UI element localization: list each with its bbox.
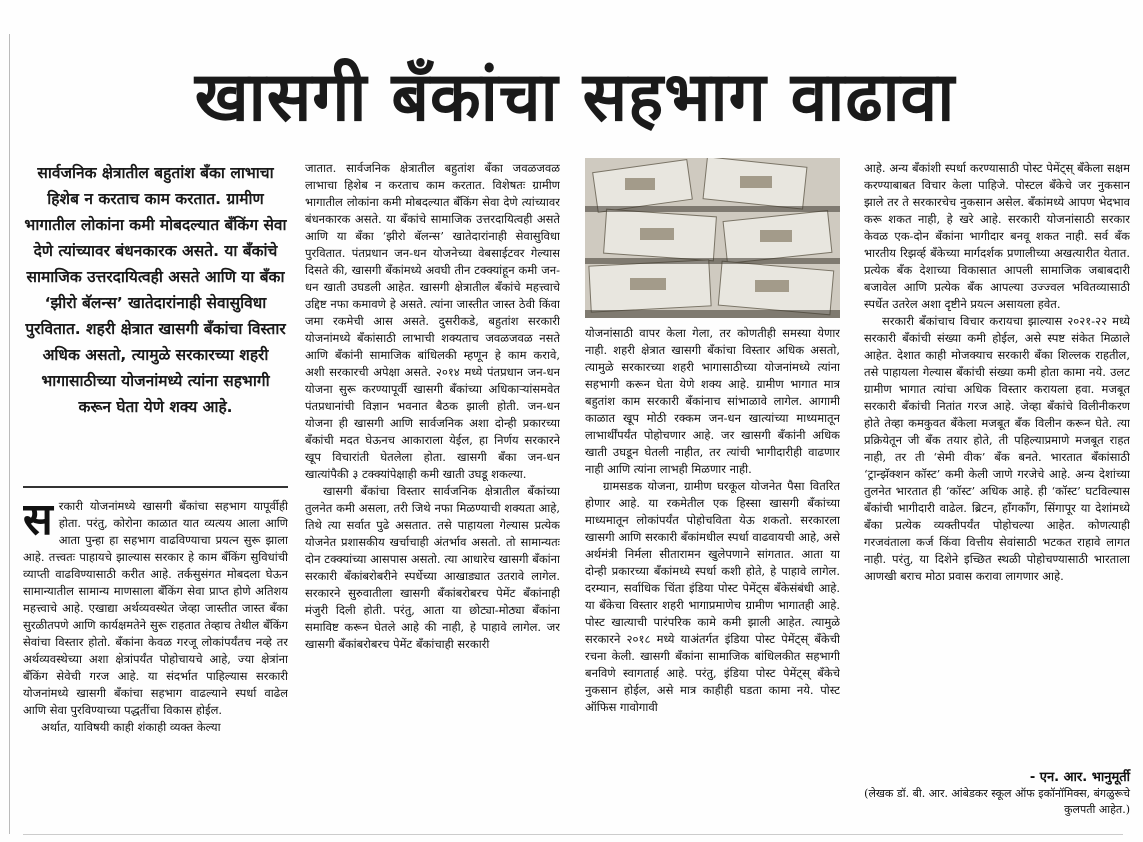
- article-paragraph: [23, 498, 288, 719]
- article-text: रकारी योजनांमध्ये खासगी बँकांचा सहभाग यापूर्वीही होता. परंतु, कोरोना काळात यात व्यत्यय आला आणि आता पुन्हा हा सहभाग वाढविण्याचा प्रयत्न सुरू झाला आहे. तत्त्वतः पाहायचे झाल्यास सरकार हे काम बँकिंग सुविधांची व्याप्ती वाढविण्यासाठी करीत आहे. तर्कसुसंगत मोबदला घेऊन सामान्यातील सामान्य माणसाला बँकिंग सेवा प्राप्त होणे अतिशय महत्त्वाचे आहे. एखाद्या अर्थव्यवस्थेत जेव्हा जास्तीत जास्त बँका सुरळीतपणे आणि कार्यक्षमतेने सुरू राहतात तेव्हाच तेथील बँकिंग सेवांचा विस्तार होतो. बँकांना केवळ गरजू लोकांपर्यंतच नव्हे तर अर्थव्यवस्थेच्या अशा क्षेत्रांपर्यंत पोहोचायचे आहे, ज्या क्षेत्रांना बँकिंग सेवेची गरज आहे. या संदर्भात पाहिल्यास सरकारी योजनांमध्ये खासगी बँकांचा सहभाग वाढल्याने स्पर्धा वाढेल आणि सेवा पुरविण्याच्या पद्धतींचा विकास होईल.: [23, 499, 288, 717]
- footer-rule: [23, 834, 1123, 835]
- article-paragraph: जातात. सार्वजनिक क्षेत्रातील बहुतांश बँका जवळजवळ लाभाचा हिशेब न करताच काम करतात. विशेषतः ग्रामीण भागातील लोकांना कमी मोबदल्यात बँकिंग सेवा देणे त्यांच्यावर बंधनकारक असते. या बँकांचे सामाजिक उत्तरदायित्वही असते आणि या बँका ‘झीरो बॅलन्स’ खातेदारांनाही सेवासुविधा पुरवितात. पंतप्रधान जन-धन योजनेच्या वेबसाईटवर गेल्यास दिसते की, खासगी बँकांमध्ये अवघी तीन टक्क्यांहून कमी जन-धन खाती उघडली आहेत. खासगी क्षेत्रातील बँकांचे महत्त्वाचे उद्दिष्ट नफा कमावणे हे असते. त्यांना जास्तीत जास्त ठेवी किंवा जमा रकमेची आस असते. दुसरीकडे, बहुतांश सरकारी योजनांमध्ये बँकांसाठी लाभाची शक्यताच जवळजवळ नसते आणि बँकांनी सामाजिक बांधिलकी म्हणून हे काम करावे, अशी सरकारची अपेक्षा असते. २०१४ मध्ये पंतप्रधान जन-धन योजना सुरू करण्यापूर्वी खासगी बँकांच्या अधिकाऱ्यांसमवेत पंतप्रधानांची विज्ञान भवनात बैठक झाली होती. जन-धन योजना ही खासगी आणि सार्वजनिक अशा दोन्ही प्रकारच्या बँकांची मदत घेऊनच आकाराला येईल, हा निर्णय सरकारने खूप विचारांती घेतलेला होता. खासगी बँका जन-धन खात्यांपैकी ३ टक्क्यांपेक्षाही कमी खाती उघडू शकल्या.: [305, 161, 560, 481]
- column-3: [585, 160, 840, 825]
- column-2: [305, 160, 560, 825]
- column-1-body: [23, 498, 288, 828]
- column-1: [23, 160, 288, 480]
- article-paragraph: आहे. अन्य बँकांशी स्पर्धा करण्यासाठी पोस्ट पेमेंट्स् बँकेला सक्षम करण्याबाबत विचार केला पाहिजे. पोस्टल बँकेचे जर नुकसान झाले तर ते सरकारचेच नुकसान असेल. बँकांमध्ये आपण भेदभाव करू शकत नाही, हे खरे आहे. सरकारी योजनांसाठी सरकार केवळ एक-दोन बँकांना भागीदार बनवू शकत नाही. सर्व बँक भारतीय रिझर्व्ह बँकेच्या मार्गदर्शक प्रणालीच्या अखत्यारीत येतात. प्रत्येक बँक देशाच्या विकासात आपली सामाजिक जबाबदारी बजावेल आणि प्रत्येक बँक आपल्या उज्ज्वल भवितव्यासाठी स्पर्धेत उतरेल अशा दृष्टीने प्रयत्न असायला हवेत.: [864, 161, 1130, 311]
- article-paragraph: खासगी बँकांचा विस्तार सार्वजनिक क्षेत्रातील बँकांच्या तुलनेत कमी असला, तरी जिथे नफा मिळण्याची शक्यता आहे, तिथे त्या सर्वात पुढे असतात. तसे पाहायला गेल्यास प्रत्येक योजनेत प्रशासकीय खर्चाचाही अंतर्भाव असतो. तो सामान्यतः दोन टक्क्यांच्या आसपास असतो. त्या आधारेच खासगी बँकांना सरकारी बँकांबरोबरीने स्पर्धेच्या आखाड्यात उतरावे लागेल. सरकारने सुरुवातीला खासगी बँकांबरोबरच पेमेंट बँकांनाही मंजुरी दिली होती. परंतु, आता या छोट्या-मोठ्या बँकांना समाविष्ट करून घेतले आहे की नाही, हे पाहावे लागेल. जर खासगी बँकांबरोबरच पेमेंट बँकांचाही सरकारी: [305, 484, 560, 651]
- column-4: [864, 160, 1130, 825]
- article-paragraph: ग्रामसडक योजना, ग्रामीण घरकूल योजनेत पैसा वितरित होणार आहे. या रकमेतील एक हिस्सा खासगी बँकांच्या माध्यमातून लोकांपर्यंत पोहोचविता येऊ शकतो. सरकारला खासगी आणि सरकारी बँकांमधील स्पर्धा वाढवायची आहे, असे अर्थमंत्री निर्मला सीतारामन खुलेपणाने सांगतात. आता या दोन्ही प्रकारच्या बँकांमध्ये स्पर्धा कशी होते, हे पाहावे लागेल. दरम्यान, सर्वाधिक चिंता इंडिया पोस्ट पेमेंट्स बँकेसंबंधी आहे. या बँकेचा विस्तार शहरी भागाप्रमाणेच ग्रामीण भागातही आहे. पोस्ट खात्याची पारंपरिक कामे कमी झाली आहेत. त्यामुळे सरकारने २०१८ मध्ये याअंतर्गत इंडिया पोस्ट पेमेंट्स् बँकेची रचना केली. खासगी बँकांना सामाजिक बांधिलकीत सहभागी बनविणे स्वागतार्ह आहे. परंतु, इंडिया पोस्ट पेमेंट्स् बँकेचे नुकसान होईल, असे मात्र काहीही घडता कामा नये. पोस्ट ऑफिस गावोगावी: [585, 479, 840, 714]
- article-paragraph: अर्थात, याविषयी काही शंकाही व्यक्त केल्या: [41, 720, 221, 734]
- article-paragraph: सरकारी बँकांचाच विचार करायचा झाल्यास २०२१-२२ मध्ये सरकारी बँकांची संख्या कमी होईल, असे स्पष्ट संकेत मिळाले आहेत. देशात काही मोजक्याच सरकारी बँका शिल्लक राहतील, तसे पाहायला गेल्यास बँकांची संख्या कमी होता कामा नये. उलट ग्रामीण भागात त्यांचा अधिक विस्तार करायला हवा. मजबूत सरकारी बँकांची नितांत गरज आहे. जेव्हा बँकांचे विलीनीकरण होते तेव्हा कमकुवत बँकेला मजबूत बँक विलीन करून घेते. त्या प्रक्रियेतून जी बँक तयार होते, ती पहिल्याप्रमाणे मजबूत राहत नाही, तर ती ‘सेमी वीक’ बँक बनते. भारतात बँकांसाठी ‘ट्रान्झॅक्शन कॉस्ट’ कमी केली जाणे गरजेचे आहे. अन्य देशांच्या तुलनेत भारतात ही ‘कॉस्ट’ अधिक आहे. ही ‘कॉस्ट’ घटविल्यास बँकांची भागीदारी वाढेल. ब्रिटन, हाँगकाँग, सिंगापूर या देशांमध्ये बँका प्रत्येक व्यक्तीपर्यंत पोहोचल्या आहेत. कोणत्याही गरजवंताला कर्ज किंवा वित्तीय सेवांसाठी भटकत राहावे लागत नाही. परंतु, या दिशेने इच्छित स्थळी पोहोचण्यासाठी भारताला आणखी बराच मोठा प्रवास करावा लागणार आहे.: [864, 314, 1130, 583]
- lead-paragraph: सार्वजनिक क्षेत्रातील बहुतांश बँका लाभाचा हिशेब न करताच काम करतात. ग्रामीण भागातील लोकांना कमी मोबदल्यात बँकिंग सेवा देणे त्यांच्यावर बंधनकारक असते. या बँकांचे सामाजिक उत्तरदायित्वही असते आणि या बँका ‘झीरो बॅलन्स’ खातेदारांनाही सेवासुविधा पुरवितात. शहरी क्षेत्रात खासगी बँकांचा विस्तार अधिक असतो, त्यामुळे सरकारच्या शहरी भागासाठीच्या योजनांमध्ये त्यांना सहभागी करून घेता येणे शक्य आहे.: [24, 164, 287, 416]
- drop-cap: स: [23, 498, 53, 545]
- headline: खासगी बँकांचा सहभाग वाढावा: [194, 58, 956, 137]
- article-paragraph: योजनांसाठी वापर केला गेला, तर कोणतीही समस्या येणार नाही. शहरी क्षेत्रात खासगी बँकांचा विस्तार अधिक असतो, त्यामुळे सरकारच्या शहरी भागासाठीच्या योजनांमध्ये त्यांना सहभागी करून घेता येणे शक्य आहे. ग्रामीण भागात मात्र बहुतांश काम सरकारी बँकांनाच सांभाळावे लागेल. आगामी काळात खूप मोठी रक्कम जन-धन खात्यांच्या माध्यमातून लाभार्थींपर्यंत पोहोचणार आहे. जर खासगी बँकांनी अधिक खाती उघडून घेतली नाहीत, तर त्यांची भागीदारीही वाढणार नाही आणि त्यांना लाभही मिळणार नाही.: [585, 326, 840, 476]
- page-edge-rule: [9, 34, 10, 834]
- author-signature: - एन. आर. भानुमूर्ती: [1029, 770, 1130, 785]
- author-credit: (लेखक डॉ. बी. आर. आंबेडकर स्कूल ऑफ इकॉनॉमिक्स, बंगळुरूचे कुलपती आहेत.): [864, 787, 1130, 816]
- lead-divider: [23, 486, 288, 488]
